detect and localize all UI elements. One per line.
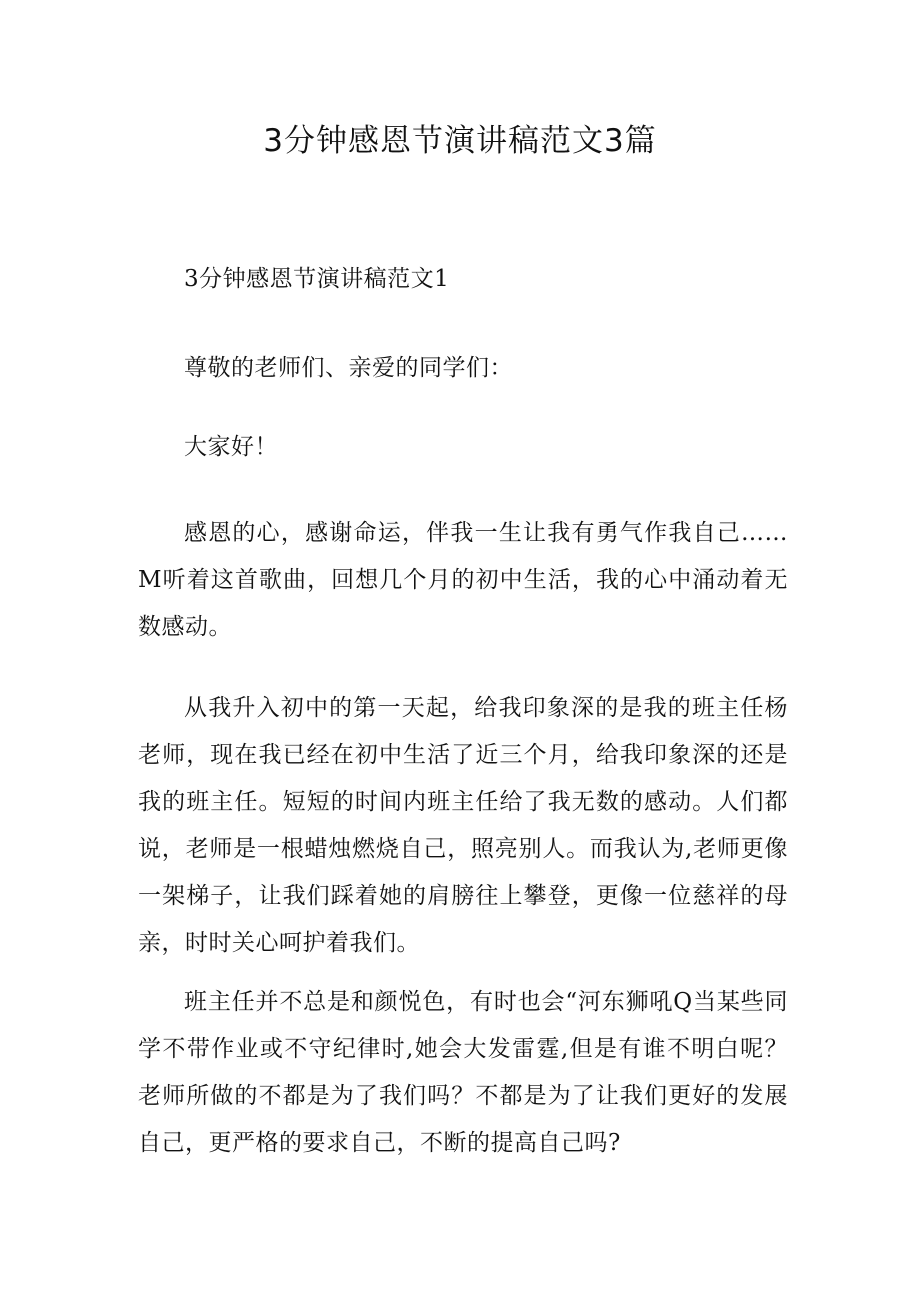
body-paragraph: 从我升入初中的第一天起，给我印象深的是我的班主任杨老师，现在我已经在初中生活了近三个月，给我印象深的还是我的班主任。短短的时间内班主任给了我无数的感动。人们都说，老师是一根蜡烛燃烧自己，照亮别人。而我认为,老师更像一架梯子，让我们踩着她的肩膀往上攀登，更像一位慈祥的母亲，时时关心呵护着我们。: [138, 695, 788, 956]
body-paragraph: 感恩的心，感谢命运，伴我一生让我有勇气作我自己……M听着这首歌曲，回想几个月的初中生活，我的心中涌动着无数感动。: [138, 520, 788, 640]
salutation: 尊敬的老师们、亲爱的同学们：: [184, 355, 513, 381]
section-heading: 3分钟感恩节演讲稿范文1: [184, 266, 450, 292]
greeting: 大家好！: [184, 434, 278, 460]
document-title: 3分钟感恩节演讲稿范文3篇: [263, 123, 657, 159]
body-paragraph: 班主任并不总是和颜悦色，有时也会“河东狮吼Q当某些同学不带作业或不守纪律时,她会大发雷霆,但是有谁不明白呢？老师所做的不都是为了我们吗？不都是为了让我们更好的发展自己，更严格的要求自己，不断的提高自己吗?: [138, 989, 788, 1156]
